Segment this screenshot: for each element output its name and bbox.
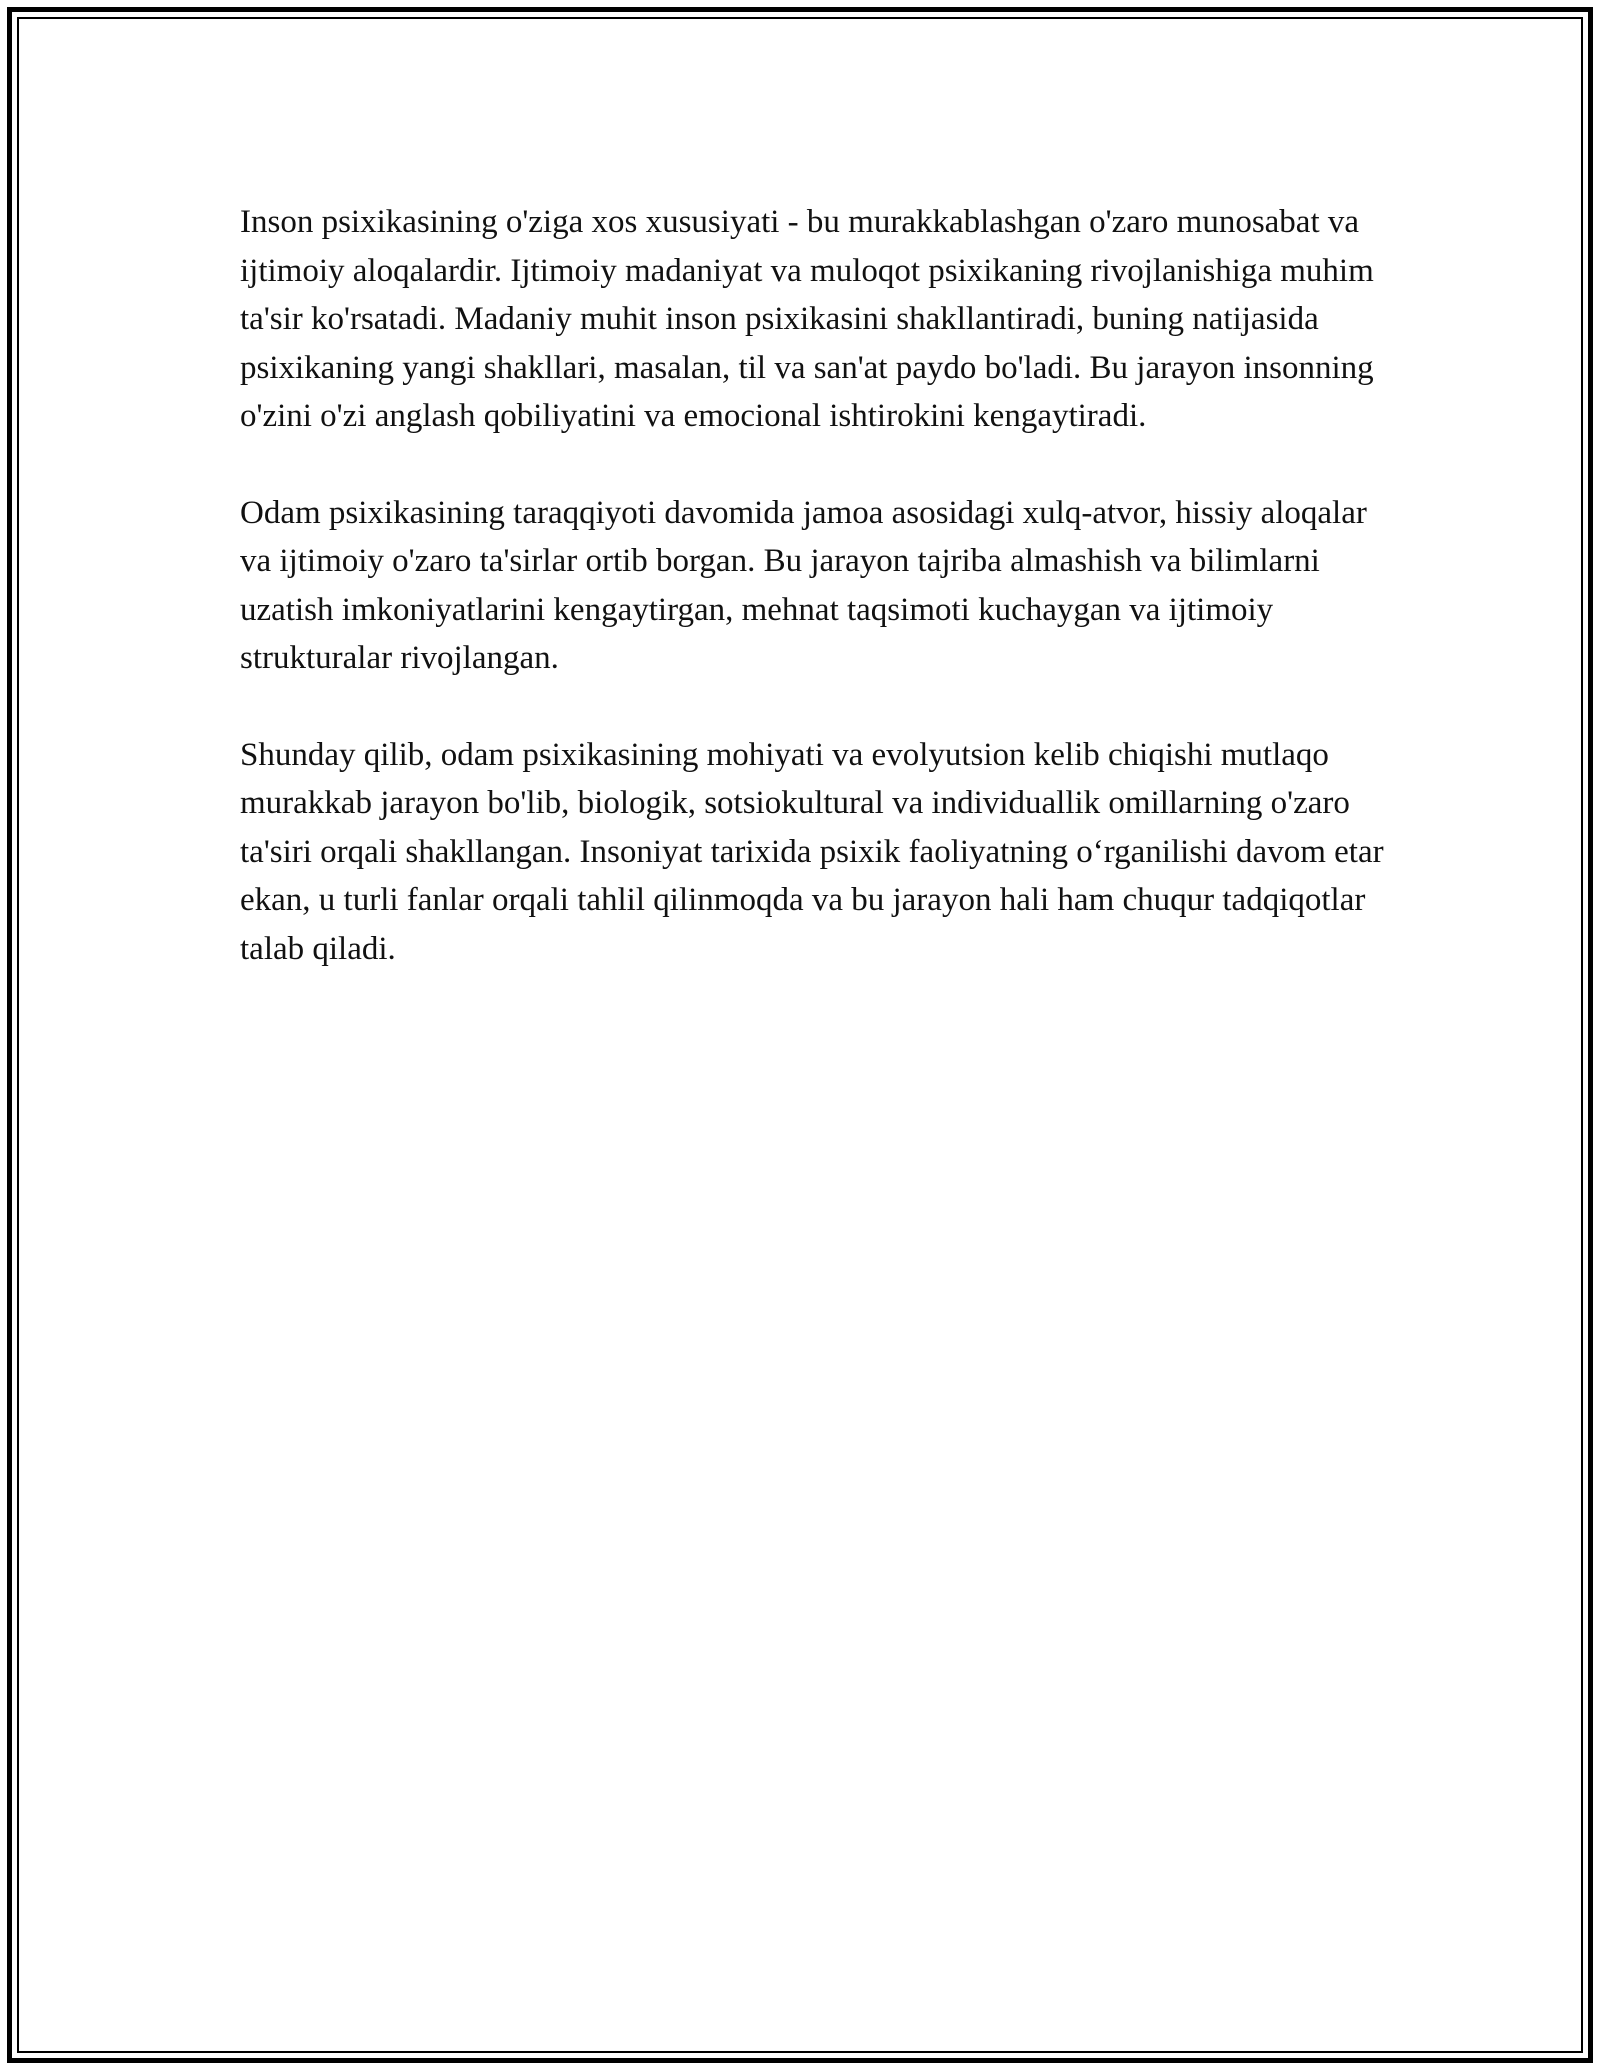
page-border	[7, 7, 1593, 2063]
paragraph-1: Inson psixikasining o'ziga xos xususiyati - bu murakkablashgan o'zaro munosabat va ijtimoiy aloqalardir. Ijtimoiy madaniyat va muloqot psixikaning rivojlanishiga muhim ta'sir ko'rsatadi. Madaniy muhit inson psixikasini shakllantiradi, buning natijasida psixikaning yangi shakllari, masalan, til va san'at paydo bo'ladi. Bu jarayon insonning o'zini o'zi anglash qobiliyatini va emocional ishtirokini kengaytiradi.	[240, 204, 1374, 434]
paragraph-2: Odam psixikasining taraqqiyoti davomida jamoa asosidagi xulq-atvor, hissiy aloqalar va ijtimoiy o'zaro ta'sirlar ortib borgan. Bu jarayon tajriba almashish va bilimlarni uzatish imkoniyatlarini kengaytirgan, mehnat taqsimoti kuchaygan va ijtimoiy strukturalar rivojlangan.	[240, 494, 1367, 676]
document-body	[240, 198, 1400, 1021]
paragraph-3: Shunday qilib, odam psixikasining mohiyati va evolyutsion kelib chiqishi mutlaqo murakkab jarayon bo'lib, biologik, sotsiokultural va individuallik omillarning o'zaro ta'siri orqali shakllangan. Insoniyat tarixida psixik faoliyatning o‘rganilishi davom etar ekan, u turli fanlar orqali tahlil qilinmoqda va bu jarayon hali ham chuqur tadqiqotlar talab qiladi.	[240, 736, 1384, 967]
